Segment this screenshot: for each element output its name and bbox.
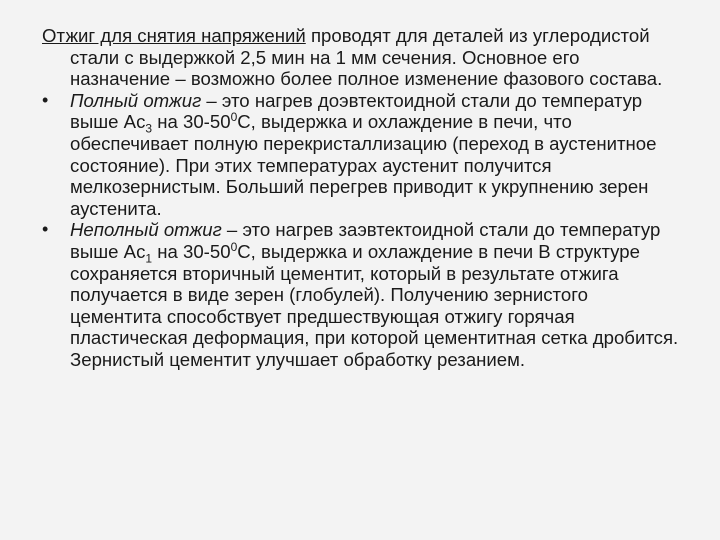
slide-text (42, 25, 682, 371)
intro-term: Отжиг для снятия напряжений (42, 25, 306, 46)
partial-annealing-item: • Неполный отжиг – это нагрев заэвтектоидной стали до температур выше $Ac_1$ на $30-50^0С$, выдержка и охлаждение в печи В структуре сохраняется вторичный цементит, который в результате отжига получается в виде зерен (глобулей). Получению зернистого цементита способствует предшествующая отжигу горячая пластическая деформация, при которой цементитная сетка дробится. Зернистый цементит улучшает обработку резанием. (42, 219, 679, 370)
intro-paragraph (42, 25, 682, 90)
bullet-icon: • (42, 219, 49, 240)
intro-text: проводят для деталей из углеродистой стали с выдержкой 2,5 мин на 1 мм сечения. Основное его назначение – возможно более полное изменение фазового состава. (70, 25, 663, 90)
partial-term: Неполный отжиг (70, 219, 222, 241)
bullet-icon: • (42, 89, 49, 110)
full-term: Полный отжиг (70, 89, 202, 111)
full-annealing-item: • Полный отжиг – это нагрев доэвтектоидной стали до температур выше $Ac_3$ на $30-50^0С$, выдержка и охлаждение в печи, что обеспечивает полную перекристаллизацию (переход в аустенитное состояние). При этих температурах аустенит получится мелкозернистым. Больший перегрев приводит к укрупнению зерен аустенита. (42, 89, 657, 219)
